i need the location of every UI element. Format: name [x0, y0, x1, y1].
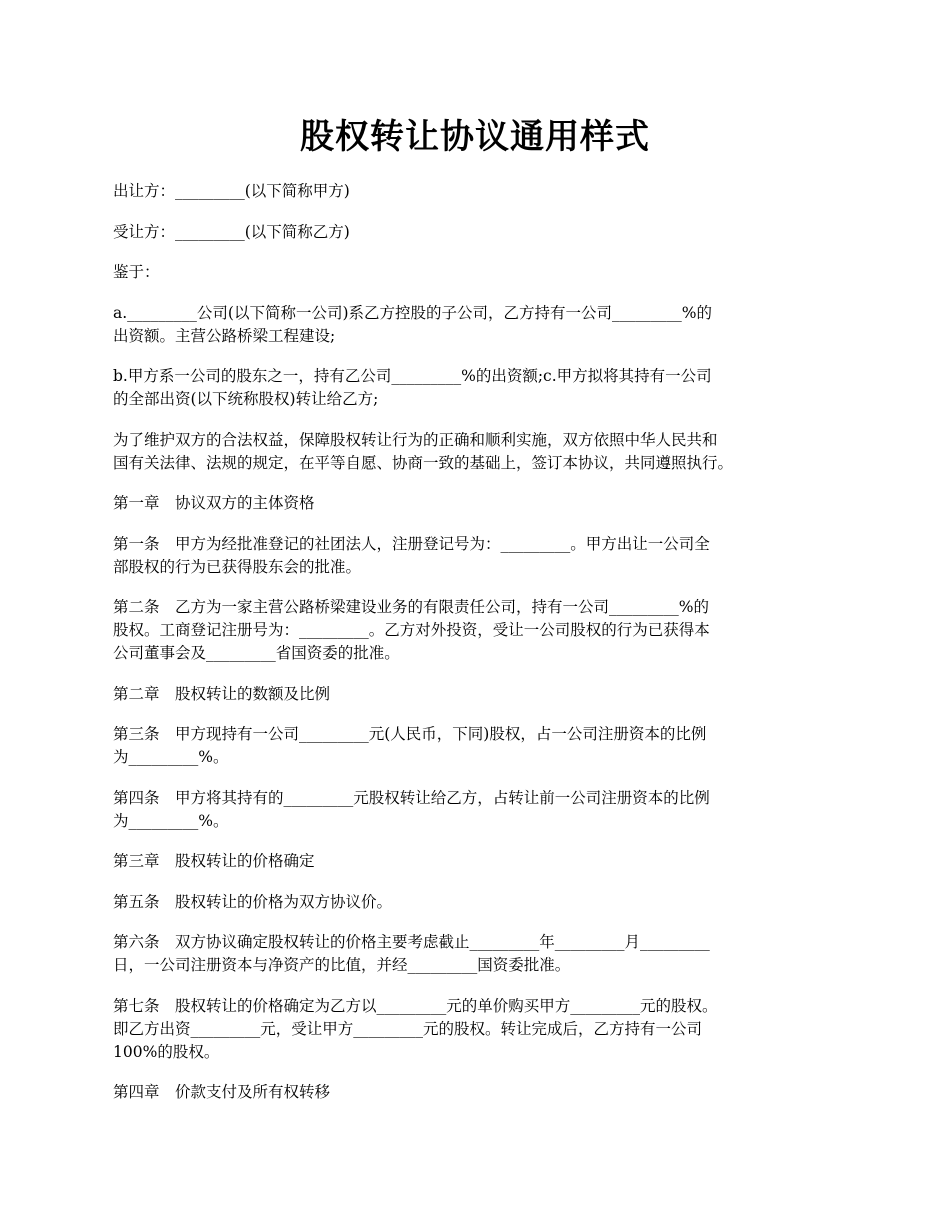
whereas-heading: 鉴于：	[113, 263, 160, 281]
article-6: 第六条 双方协议确定股权转让的价格主要考虑截止_________年_________月_________ 日，一公司注册资本与净资产的比值，并经_________国资委批准。	[113, 933, 710, 974]
chapter-2-heading: 第二章 股权转让的数额及比例	[113, 684, 331, 703]
chapter-1-heading: 第一章 协议双方的主体资格	[113, 494, 315, 512]
article-4: 第四条 甲方将其持有的_________元股权转让给乙方，占转让前一公司注册资本的比例 为_________%。	[113, 788, 710, 830]
article-7: 第七条 股权转让的价格确定为乙方以_________元的单价购买甲方_________元的股权。 即乙方出资_________元，受让甲方_________元的股权。转让完成后，乙方持有一公司 100%的股权。	[113, 996, 718, 1061]
party-transferee-line: 受让方：_________(以下简称乙方)	[113, 222, 350, 241]
article-5: 第五条 股权转让的价格为双方协议价。	[113, 892, 393, 911]
party-transferor-line: 出让方：_________(以下简称甲方)	[113, 182, 350, 200]
article-1: 第一条 甲方为经批准登记的社团法人，注册登记号为：_________。甲方出让一公司全 部股权的行为已获得股东会的批准。	[113, 534, 710, 576]
document-title: 股权转让协议通用样式	[300, 117, 650, 157]
document-body	[113, 180, 853, 1122]
chapter-4-heading: 第四章 价款支付及所有权转移	[113, 1083, 331, 1101]
article-3: 第三条 甲方现持有一公司_________元(人民币，下同)股权，占一公司注册资本的比例 为_________%。	[113, 725, 707, 766]
recital-b-c: b.甲方系一公司的股东之一，持有乙公司_________%的出资额;c.甲方拟将其持有一公司 的全部出资(以下统称股权)转让给乙方;	[113, 367, 712, 408]
preamble-paragraph: 为了维护双方的合法权益，保障股权转让行为的正确和顺利实施，双方依照中华人民共和 国有关法律、法规的规定，在平等自愿、协商一致的基础上，签订本协议，共同遵照执行。	[113, 430, 734, 472]
chapter-3-heading: 第三章 股权转让的价格确定	[113, 852, 315, 870]
recital-a: a._________公司(以下简称一公司)系乙方控股的子公司，乙方持有一公司_________%的 出资额。主营公路桥梁工程建设;	[113, 303, 712, 345]
article-2: 第二条 乙方为一家主营公路桥梁建设业务的有限责任公司，持有一公司_________%的 股权。工商登记注册号为：_________。乙方对外投资，受让一公司股权的行为已获得本 公司董事会及_________省国资委的批准。	[113, 598, 710, 662]
